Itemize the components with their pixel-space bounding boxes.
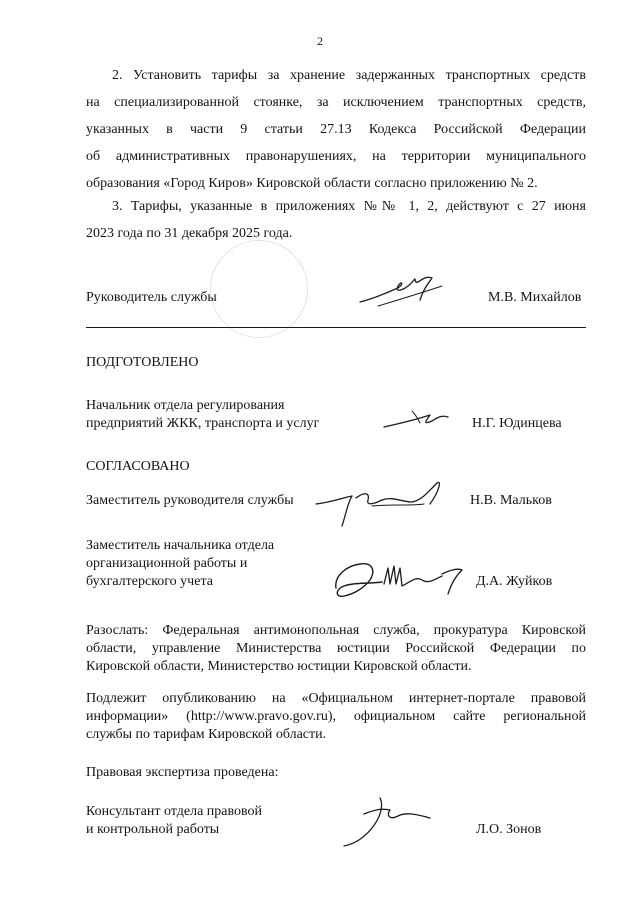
deputy-title: Заместитель руководителя службы — [86, 493, 294, 508]
consultant-title-line: и контрольной работы — [86, 822, 220, 837]
seal-stamp — [210, 240, 308, 338]
head-signature — [358, 270, 448, 310]
prepared-title-line: Начальник отдела регулирования — [86, 398, 285, 413]
page-number: 2 — [317, 34, 323, 48]
publication-line: информации» (http://www.pravo.gov.ru), официальном сайте региональной — [86, 709, 586, 724]
clause-2-line: об административных правонарушениях, на территории муниципального — [86, 149, 586, 164]
agreed-heading: СОГЛАСОВАНО — [86, 459, 190, 474]
clause-2-line: указанных в части 9 статьи 27.13 Кодекса Российской Федерации — [86, 122, 586, 137]
legal-review-note: Правовая экспертиза проведена: — [86, 765, 279, 780]
distribution-line: Разослать: Федеральная антимонопольная служба, прокуратура Кировской — [86, 623, 586, 638]
consultant-title-line: Консультант отдела правовой — [86, 804, 263, 819]
accounting-title-line: бухгалтерского учета — [86, 574, 213, 589]
prepared-signature — [382, 407, 452, 431]
prepared-title-line: предприятий ЖКК, транспорта и услуг — [86, 416, 320, 431]
consultant-signature — [340, 794, 435, 850]
head-name: М.В. Михайлов — [488, 290, 582, 305]
publication-line: Подлежит опубликованию на «Официальном интернет-портале правовой — [86, 691, 586, 706]
prepared-heading: ПОДГОТОВЛЕНО — [86, 355, 199, 370]
deputy-signature — [312, 474, 462, 534]
accounting-title-line: организационной работы и — [86, 556, 248, 571]
deputy-name: Н.В. Мальков — [470, 493, 552, 508]
clause-3 — [86, 193, 586, 247]
consultant-name: Л.О. Зонов — [476, 822, 542, 837]
clause-3-line: 3. Тарифы, указанные в приложениях №№ 1, 2, действуют с 27 июня — [112, 199, 586, 214]
clause-2 — [86, 62, 586, 197]
distribution-line: области, управление Министерства юстиции Российской Федерации по — [86, 641, 586, 656]
publication-block — [86, 690, 586, 744]
publication-line: службы по тарифам Кировской области. — [86, 727, 327, 742]
clause-3-line: 2023 года по 31 декабря 2025 года. — [86, 226, 293, 241]
distribution-line: Кировской области, Министерство юстиции Кировской области. — [86, 659, 472, 674]
accounting-name: Д.А. Жуйков — [476, 574, 553, 589]
clause-2-line: 2. Установить тарифы за хранение задержанных транспортных средств — [112, 68, 586, 83]
head-title: Руководитель службы — [86, 290, 217, 305]
accounting-signature — [330, 554, 465, 604]
accounting-title-line: Заместитель начальника отдела — [86, 538, 275, 553]
clause-2-line: на специализированной стоянке, за исключением транспортных средств, — [86, 95, 586, 110]
clause-2-line: образования «Город Киров» Кировской области согласно приложению № 2. — [86, 176, 538, 191]
prepared-name: Н.Г. Юдинцева — [472, 416, 562, 431]
distribution-block — [86, 622, 586, 676]
separator-line — [86, 327, 586, 328]
